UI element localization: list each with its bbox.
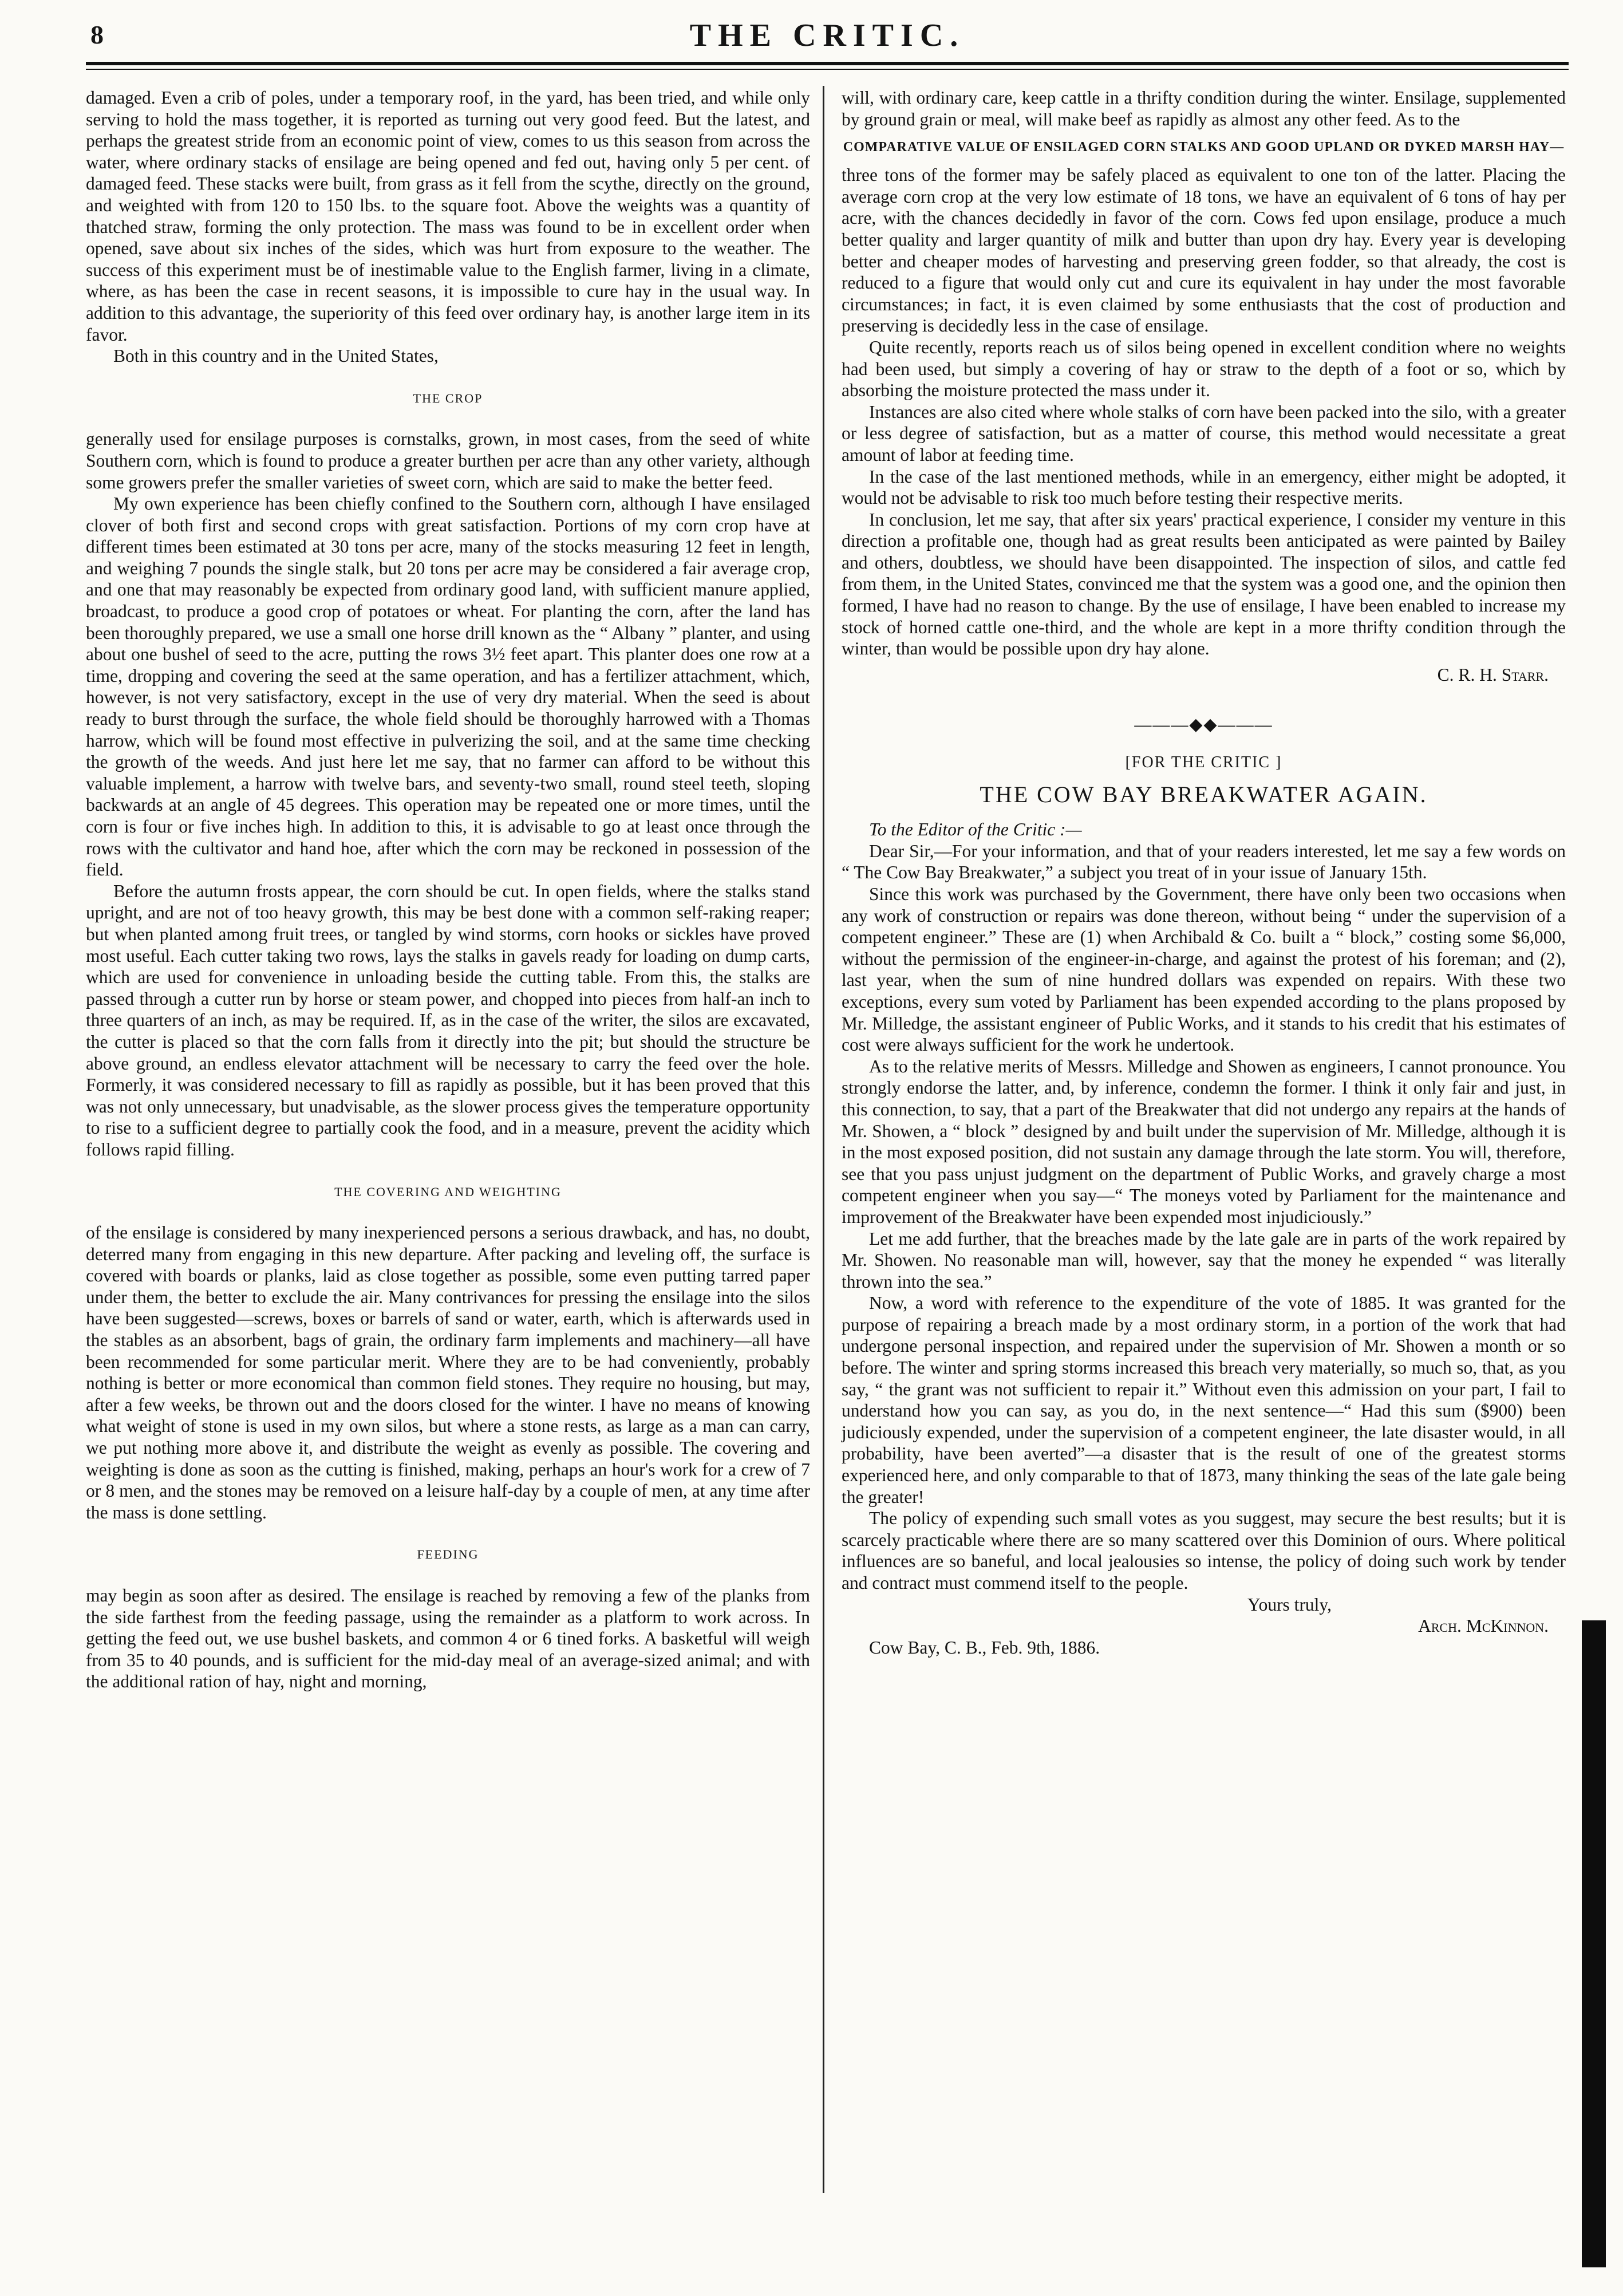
paragraph: Dear Sir,—For your information, and that of your readers interested, let me say a few words on “ The Cow Bay Breakwater,” a subject you treat of in your issue of January 15th. (842, 841, 1566, 883)
paragraph: of the ensilage is considered by many inexperienced persons a serious drawback, and has, no doubt, deterred many from engaging in this new departure. After packing and leveling off, the surface is covered with boards or planks, laid as close together as possible, some even putting tarred paper under them, the better to exclude the air. Many contrivances for pressing the ensilage into the silos have been suggested—screws, boxes or barrels of sand or water, earth, which is afterwards used in the stables as an absorbent, bags of grain, the ordinary farm implements and machinery—all have been recommended for some particular merit. Where they are to be had conveniently, probably nothing is better or more economical than common field stones. They require no housing, but may, after a few weeks, be thrown out and the doors closed for the winter. I have no means of knowing what weight of stone is used in my own silos, but where a stone rests, as large as a man can carry, we put nothing more above it, and distribute the weight as evenly as possible. The covering and weighting is done as soon as the cutting is finished, making, perhaps an hour's work for a crew of 7 or 8 men, and the stones may be removed on a leisure half-day by a couple of men, at any time after the mass is done settling. (86, 1222, 810, 1522)
closing: Yours truly, (1247, 1594, 1332, 1615)
paragraph: Quite recently, reports reach us of silos being opened in excellent condition where no weights had been used, but simply a covering of hay or straw to the depth of a foot or so, which by absorbing the moisture protected the mass under it. (842, 337, 1566, 401)
left-column (86, 87, 810, 1693)
for-the-critic-label: [FOR THE CRITIC ] (1125, 754, 1282, 772)
paragraph: Since this work was purchased by the Government, there have only been two occasions when any work of construction or repairs was done thereon, without being “ under the supervision of a competent engineer.” These are (1) when Archibald & Co. built a “ block,” costing some $6,000, without the permission of the engineer-in-charge, and against the protest of his foreman; and (2), last year, when the sum of nine hundred dollars was expended on repairs. With these two exceptions, every sum voted by Parliament has been expended according to the plans proposed by Mr. Milledge, the assistant engineer of Public Works, and it stands to his credit that his estimates of cost were always sufficient for the work he undertook. (842, 884, 1566, 1055)
paragraph: In the case of the last mentioned methods, while in an emergency, either might be adopted, it would not be advisable to risk too much before testing their respective merits. (842, 466, 1566, 508)
paragraph: may begin as soon after as desired. The ensilage is reached by removing a few of the planks from the side farthest from the feeding passage, using the remainder as a platform to work across. In getting the feed out, we use bushel baskets, and common 4 or 6 tined forks. A basketful will weigh from 35 to 40 pounds, and is sufficient for the mid-day meal of an average-sized animal; and with the additional ration of hay, night and morning, (86, 1585, 810, 1692)
author-signature: C. R. H. Starr. (1437, 664, 1549, 685)
header-rule-thin (86, 69, 1569, 70)
letter-signature: Arch. McKinnon. (1418, 1616, 1549, 1636)
right-column (842, 87, 1566, 1658)
section-heading-crop: THE CROP (413, 390, 483, 405)
section-heading-covering: THE COVERING AND WEIGHTING (334, 1184, 562, 1199)
paragraph: Before the autumn frosts appear, the corn should be cut. In open fields, where the stalks stand upright, and are not of too heavy growth, this may be best done with a common self-raking reaper; but when planted among fruit trees, or tangled by wind storms, corn hooks or sickles have proved most useful. Each cutter taking two rows, lays the stalks in gavels ready for loading on dump carts, which are used for convenience in unloading beside the cutting table. From this, the stalks are passed through a cutter run by horse or steam power, and chopped into pieces from half-an inch to three quarters of an inch, as may be required. If, as in the case of the writer, the silos are excavated, the cutter is placed so that the corn falls from it directly into the pit; but should the structure be above ground, an endless elevator attachment will be necessary to carry the feed over the hole. Formerly, it was considered necessary to fill as rapidly as possible, but it has been proved that this was not only unnecessary, but unadvisable, as the slower process gives the temperature opportunity to rise to a sufficient degree to partially cook the food, and in a measure, prevent the acidity which follows rapid filling. (86, 881, 810, 1159)
section-heading-comparative: COMPARATIVE VALUE OF ENSILAGED CORN STALKS AND GOOD UPLAND OR DYKED MARSH HAY— (843, 140, 1565, 155)
page-header (86, 17, 1569, 57)
ornament-divider: ———◆◆——— (1134, 715, 1273, 735)
section-heading-feeding: FEEDING (417, 1547, 479, 1562)
salutation: To the Editor of the Critic :— (869, 819, 1082, 840)
page-number: 8 (90, 20, 104, 49)
column-divider (823, 86, 824, 2193)
paragraph: three tons of the former may be safely placed as equivalent to one ton of the latter. Placing the average corn crop at the very low estimate of 18 tons, we have an equivalent of 6 tons of hay per acre, with the chances decidedly in favor of the corn. Cows fed upon ensilage, produce a much better quality and larger quantity of milk and butter than upon dry hay. Every year is developing better and cheaper modes of harvesting and preserving green fodder, so that already, the cost is reduced to a figure that would only cut and cure its equivalent in hay under the most favorable circumstances; in fact, it is even claimed by some enthusiasts that the cost of production and preserving is decidedly less in the case of ensilage. (842, 165, 1566, 336)
paragraph: My own experience has been chiefly confined to the Southern corn, although I have ensilaged clover of both first and second crops with great satisfaction. Portions of my corn crop have at different times been estimated at 30 tons per acre, many of the stocks measuring 12 feet in length, and weighing 7 pounds the single stalk, but 20 tons per acre may be considered a fair average crop, and one that may reasonably be expected from ordinary good land, with sufficient manure applied, broadcast, to produce a good crop of potatoes or wheat. For planting the corn, after the land has been thoroughly prepared, we use a small one horse drill known as the “ Albany ” planter, and using about one bushel of seed to the acre, putting the rows 3½ feet apart. This planter does one row at a time, dropping and covering the seed at the same operation, and has a fertilizer attachment, which, however, is not very satisfactory, except in the use of very dry material. When the seed is about ready to burst through the surface, the whole field should be thoroughly harrowed with a Thomas harrow, which will be found most effective in pulverizing the soil, and at the same time checking the growth of the weeds. And just here let me say, that no farmer can afford to be without this valuable implement, a harrow with twelve bars, and seventy-two small, round steel teeth, sloping backwards at an angle of 45 degrees. This operation may be repeated one or more times, until the corn is four or five inches high. In addition to this, it is advisable to go at least once through the rows with the cultivator and hand hoe, after which the corn may be reckoned in possession of the field. (86, 494, 810, 880)
paragraph: will, with ordinary care, keep cattle in a thrifty condition during the winter. Ensilage, supplemented by ground grain or meal, will make beef as rapidly as almost any other feed. As to the (842, 88, 1566, 129)
paragraph: As to the relative merits of Messrs. Milledge and Showen as engineers, I cannot pronounce. You strongly endorse the latter, and, by inference, condemn the former. I think it only fair and just, in this connection, to say, that a part of the Breakwater that did not undergo any repairs at the hands of Mr. Showen, a “ block ” designed by and built under the supervision of Mr. Milledge, although it is in the most exposed position, did not sustain any damage through the late storm. You will, therefore, see that you pass unjust judgment on the department of Public Works, and gravely charge a most competent engineer when you say—“ The moneys voted by Parliament for the maintenance and improvement of the Breakwater have been expended most injudiciously.” (842, 1056, 1566, 1227)
paragraph: damaged. Even a crib of poles, under a temporary roof, in the yard, has been tried, and while only serving to hold the mass together, it is reported as turning out very good feed. But the latest, and perhaps the greatest stride from an economic point of view, comes to us this season from across the water, where ordinary stacks of ensilage are being opened and fed out, having only 5 per cent. of damaged feed. These stacks were built, from grass as it fell from the scythe, directly on the ground, and weighted with from 120 to 150 lbs. to the square foot. Above the weights was a quantity of thatched straw, forming the only protection. The mass was found to be in excellent order when opened, save about six inches of the sides, which was hurt from exposure to the weather. The success of this experiment must be of inestimable value to the English farmer, living in a climate, where, as has been the case in recent seasons, it is impossible to cure hay in the usual way. In addition to this advantage, the superiority of this feed over ordinary hay, is another large item in its favor. (86, 88, 810, 345)
paragraph: Both in this country and in the United States, (113, 346, 439, 366)
paragraph: Let me add further, that the breaches made by the late gale are in parts of the work repaired by Mr. Showen. No reasonable man will, however, say that the money he expended “ was literally thrown into the sea.” (842, 1228, 1566, 1292)
paragraph: Instances are also cited where whole stalks of corn have been packed into the silo, with a greater or less degree of satisfaction, but as a matter of course, this method would necessitate a great amount of labor at feeding time. (842, 401, 1566, 465)
dateline: Cow Bay, C. B., Feb. 9th, 1886. (869, 1637, 1100, 1658)
paragraph: In conclusion, let me say, that after six years' practical experience, I consider my venture in this direction a profitable one, though had as great results been anticipated as were painted by Bailey and others, doubtless, we should have been disappointed. The inspection of silos, and cattle fed from them, in the United States, convinced me that the system was a good one, and the opinion then formed, I have had no reason to change. By the use of ensilage, I have been enabled to increase my stock of horned cattle one-third, and the whole are kept in a more thrifty condition through the winter, than would be possible upon dry hay alone. (842, 509, 1566, 659)
paragraph: Now, a word with reference to the expenditure of the vote of 1885. It was granted for the purpose of repairing a breach made by a most ordinary storm, in a portion of the work that had undergone personal inspection, and repaired under the supervision of Mr. Showen a month or so before. The winter and spring storms increased this breach very materially, so much so, that, as you say, “ the grant was not sufficient to repair it.” Without even this admission on your part, I fail to understand how you can say, as you do, in the next sentence—“ Had this sum ($900) been judiciously expended, under the supervision of a competent engineer, the late disaster would, in all probability, have been averted”—a disaster that is the result of one of the greatest storms experienced here, and only comparable to that of 1873, many thinking the seas of the late gale being the greater! (842, 1293, 1566, 1507)
paragraph: The policy of expending such small votes as you suggest, may secure the best results; but it is scarcely practicable where there are so many scattered over this Dominion of ours. Where political influences are so baneful, and local jealousies so intense, the policy of doing such work by tender and contract must commend itself to the people. (842, 1508, 1566, 1593)
article-title: THE COW BAY BREAKWATER AGAIN. (980, 781, 1428, 807)
scan-edge-bar (1582, 1620, 1606, 2267)
masthead: THE CRITIC. (689, 18, 965, 53)
paragraph: generally used for ensilage purposes is cornstalks, grown, in most cases, from the seed of white Southern corn, which is found to produce a greater burthen per acre than any other variety, although some growers prefer the smaller varieties of sweet corn, which are said to make the better feed. (86, 429, 810, 492)
header-rule (86, 62, 1569, 65)
